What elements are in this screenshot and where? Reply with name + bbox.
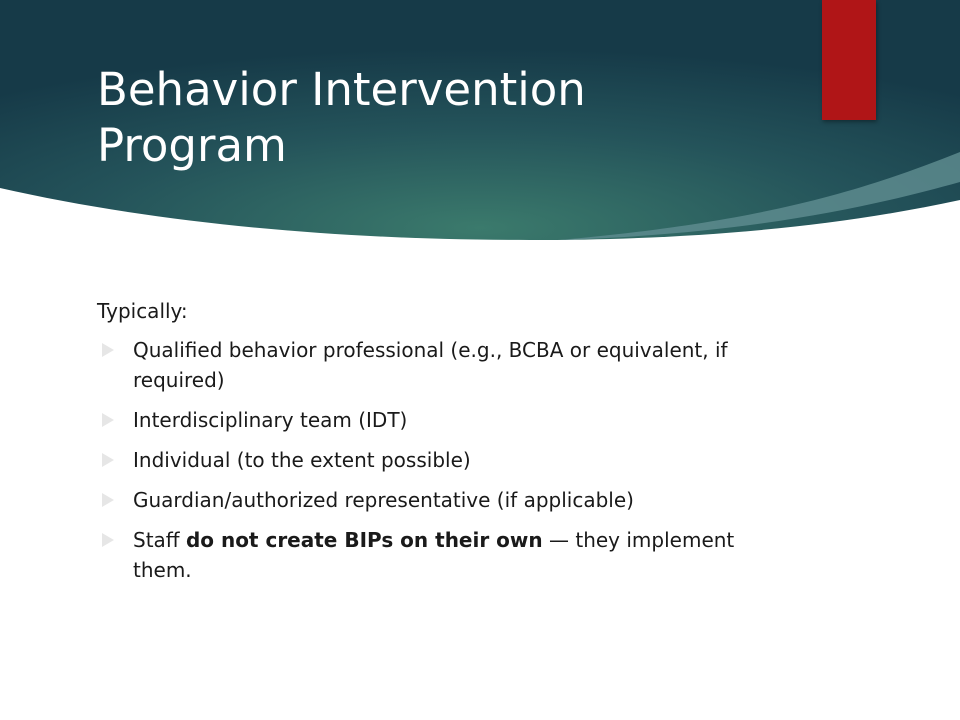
triangle-right-icon	[102, 413, 114, 427]
title-line-1: Behavior Intervention	[97, 63, 586, 116]
bullet-text	[133, 528, 734, 582]
bullet-text-post: — they implement them.	[133, 528, 735, 582]
bullet-item-2	[97, 405, 777, 435]
content-body	[97, 296, 777, 595]
intro-text: Typically:	[97, 299, 188, 323]
title-line-2: Program	[97, 119, 287, 172]
bullet-item-5	[97, 525, 777, 585]
triangle-right-icon	[102, 533, 114, 547]
triangle-right-icon	[102, 453, 114, 467]
bullet-text: Guardian/authorized representative (if applicable)	[133, 488, 634, 512]
slide-title	[97, 62, 797, 174]
accent-bar	[822, 0, 876, 120]
bullet-item-3	[97, 445, 777, 475]
bullet-text: Individual (to the extent possible)	[133, 448, 471, 472]
bullet-item-4	[97, 485, 777, 515]
bullet-text: Interdisciplinary team (IDT)	[133, 408, 408, 432]
bullet-text-bold: do not create BIPs on their own	[185, 528, 543, 552]
bullet-item-1	[97, 335, 777, 395]
bullet-text: Qualified behavior professional (e.g., BCBA or equivalent, if required)	[133, 338, 728, 392]
triangle-right-icon	[102, 493, 114, 507]
bullet-text-pre: Staff	[133, 528, 186, 552]
triangle-right-icon	[102, 343, 114, 357]
bullet-list	[97, 335, 777, 585]
